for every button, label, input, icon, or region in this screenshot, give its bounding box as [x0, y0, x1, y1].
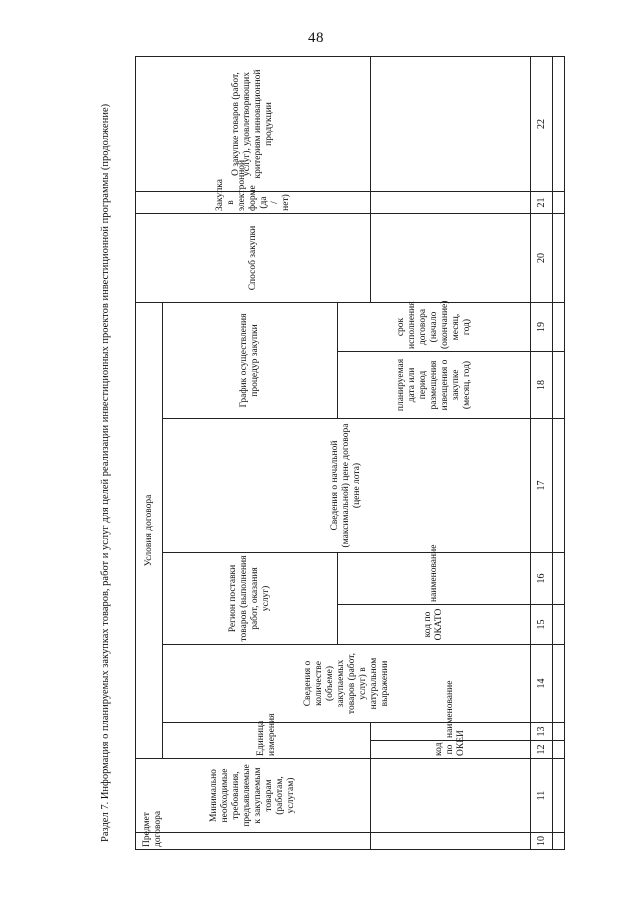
section-caption: Раздел 7. Информация о планируемых закупках товаров, работ и услуг для целей реализации инвестиционных проектов инвестиционной программы (продолжение): [100, 103, 111, 842]
empty-data-cell: [553, 352, 565, 419]
cell-blank-innovative: [371, 57, 531, 192]
page-number: 48: [308, 30, 324, 46]
column-number: 12: [531, 741, 553, 759]
cell-blank-method: [371, 214, 531, 303]
cell-blank-subject: [371, 833, 531, 850]
empty-data-cell: [553, 303, 565, 352]
column-number: 11: [531, 759, 553, 833]
header-initial-price: Сведения о начальной (максимальной) цене договора (цене лота): [163, 419, 531, 553]
cell-blank-min-requirements: [371, 759, 531, 833]
column-number: 22: [531, 57, 553, 192]
header-okei-code: код по ОКЕИ: [371, 741, 531, 759]
column-number: 15: [531, 605, 553, 645]
column-number: 14: [531, 645, 553, 723]
header-region-name: наименование: [338, 553, 531, 605]
cell-blank-electronic: [371, 192, 531, 214]
header-method: Способ закупки: [136, 214, 371, 303]
column-number: 20: [531, 214, 553, 303]
header-innovative: О закупке товаров (работ, услуг), удовлетворяющих критериям инновационной продукции: [136, 57, 371, 192]
header-notice-date: планируемая дата или период размещения извещения о закупке (месяц, год): [338, 352, 531, 419]
header-quantity: Сведения о количестве (объеме) закупаемых товаров (работ, услуг) в натуральном выражении: [163, 645, 531, 723]
column-number: 18: [531, 352, 553, 419]
empty-data-cell: [553, 553, 565, 605]
empty-data-cell: [553, 723, 565, 741]
column-number: 10: [531, 833, 553, 850]
empty-data-cell: [553, 192, 565, 214]
empty-data-cell: [553, 741, 565, 759]
empty-data-cell: [553, 759, 565, 833]
header-unit: Единица измерения: [163, 723, 371, 759]
header-execution-term: срок исполнения договора (начало (окончание) месяц, год): [338, 303, 531, 352]
header-schedule: График осуществления процедур закупки: [163, 303, 338, 419]
table-frame: [135, 57, 565, 850]
column-number: 13: [531, 723, 553, 741]
column-number: 16: [531, 553, 553, 605]
header-conditions: Условия договора: [136, 303, 163, 759]
empty-data-cell: [553, 214, 565, 303]
column-number: 17: [531, 419, 553, 553]
header-subject: Предмет договора: [136, 833, 371, 850]
header-region: Регион поставки товаров (выполнения работ, оказания услуг): [163, 553, 338, 645]
empty-data-cell: [553, 645, 565, 723]
empty-data-cell: [553, 57, 565, 192]
header-okato-code: код по ОКАТО: [338, 605, 531, 645]
header-min-requirements: Минимально необходимые требования, предъявляемые к закупаемым товарам (работам, услугам): [136, 759, 371, 833]
procurement-table: [135, 56, 565, 850]
header-electronic: Закупка в электронной форме (да / нет): [136, 192, 371, 214]
empty-data-cell: [553, 605, 565, 645]
rotated-table-wrapper: [135, 57, 565, 850]
column-number: 19: [531, 303, 553, 352]
header-unit-name: наименование: [371, 723, 531, 741]
empty-data-cell: [553, 833, 565, 850]
empty-data-cell: [553, 419, 565, 553]
column-number: 21: [531, 192, 553, 214]
